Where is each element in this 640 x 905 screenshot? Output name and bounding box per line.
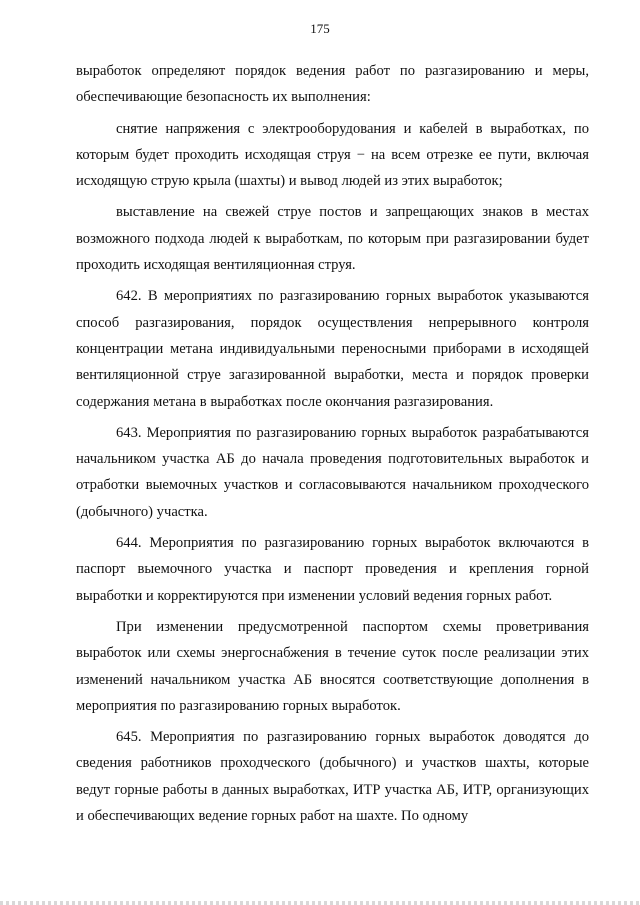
- paragraph-clause-643: 643. Мероприятия по разгазированию горных выработок разрабатываются начальником участка АБ до начала проведения подготовительных выработок и отработки выемочных участков и согласовываются начальником проходческого (добычного) участка.: [76, 424, 589, 520]
- paragraph-clause-645: 645. Мероприятия по разгазированию горных выработок доводятся до сведения работников проходческого (добычного) и участков шахты, которые ведут горные работы в данных выработках, ИТР участка АБ, ИТР, организующих и обеспечивающих ведение горных работ на шахте. По одному: [76, 729, 589, 825]
- paragraph-clause-642: 642. В мероприятиях по разгазированию горных выработок указываются способ разгазирования, порядок осуществления непрерывного контроля концентрации метана индивидуальными переносными приборами в исходящей вентиляционной струе загазированной выработки, места и порядок проверки содержания метана в выработках после окончания разгазирования.: [76, 288, 589, 410]
- paragraph-clause-644: 644. Мероприятия по разгазированию горных выработок включаются в паспорт выемочного участка и паспорт проведения и крепления горной выработки и корректируются при изменении условий ведения горных работ.: [76, 535, 589, 604]
- paragraph-list-item-posts: выставление на свежей струе постов и запрещающих знаков в местах возможного подхода людей к выработкам, по которым при разгазировании будет проходить исходящая вентиляционная струя.: [76, 204, 589, 274]
- scan-edge-noise: [0, 901, 640, 905]
- page-number: 175: [310, 21, 330, 36]
- paragraph-list-item-power-off: снятие напряжения с электрооборудования и кабелей в выработках, по которым будет проходить исходящая струя − на всем отрезке ее пути, включая исходящую струю крыла (шахты) и вывод людей из этих выработок;: [76, 120, 589, 190]
- paragraph-continuation: выработок определяют порядок ведения работ по разгазированию и меры, обеспечивающие безопасность их выполнения:: [76, 63, 589, 106]
- paragraph-scheme-change: При изменении предусмотренной паспортом схемы проветривания выработок или схемы энергоснабжения в течение суток после реализации этих изменений начальником участка АБ вносятся соответствующие дополнения в мероприятия по разгазированию горных выработок.: [76, 618, 589, 714]
- document-body: [76, 58, 589, 829]
